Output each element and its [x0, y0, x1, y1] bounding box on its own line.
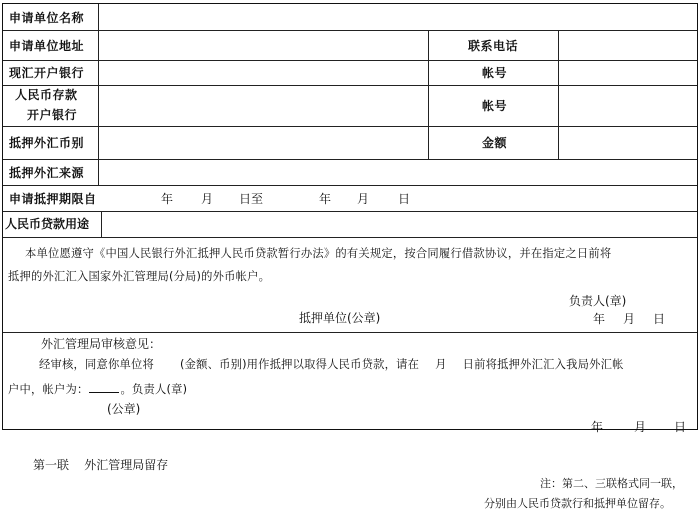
account-blank[interactable]	[89, 382, 119, 393]
rmb-bank-label-line1: 人民币存款	[15, 88, 78, 102]
period-month-to: 月	[357, 192, 370, 206]
responsible-person-seal: 负责人(章)	[569, 294, 627, 308]
review-line-1b: (金额、币别)用作抵押以取得人民币贷款，请在	[179, 358, 420, 371]
applicant-address-label: 申请单位地址	[9, 39, 85, 53]
review-seal: (公章)	[107, 402, 141, 416]
fx-bank-label: 现汇开户银行	[9, 66, 85, 80]
amount-label: 金额	[482, 136, 508, 150]
row-divider	[3, 185, 697, 186]
loan-purpose-label: 人民币贷款用途	[5, 217, 90, 231]
loan-purpose-field[interactable]	[102, 212, 697, 237]
period-day-to: 日至	[239, 192, 264, 206]
pledge-currency-field[interactable]	[99, 127, 427, 159]
account-no-label: 帐号	[482, 66, 508, 80]
declaration-year: 年	[593, 312, 606, 326]
application-form	[2, 3, 698, 434]
period-day-end: 日	[398, 192, 411, 206]
review-day: 日	[674, 420, 687, 434]
review-line-1d: 日前将抵押外汇汇入我局外汇帐	[462, 358, 624, 371]
period-label: 申请抵押期限自	[9, 192, 97, 206]
review-title: 外汇管理局审核意见：	[41, 337, 162, 351]
contact-phone-label: 联系电话	[468, 39, 519, 53]
rmb-account-field[interactable]	[559, 86, 697, 126]
account-no-label: 帐号	[482, 99, 508, 113]
contact-phone-field[interactable]	[559, 31, 697, 60]
applicant-address-field[interactable]	[99, 31, 427, 60]
review-line-1	[39, 359, 624, 370]
review-line-1c: 月	[435, 358, 447, 371]
fx-account-field[interactable]	[559, 61, 697, 85]
copy-retention-note: 第一联 外汇管理局留存	[33, 458, 169, 472]
declaration-line-1: 本单位愿遵守《中国人民银行外汇抵押人民币贷款暂行办法》的有关规定，按合同履行借款协议，并在指定之日前将	[25, 247, 612, 260]
declaration-line-2: 抵押的外汇汇入国家外汇管理局(分局)的外币帐户。	[8, 270, 271, 283]
declaration-day: 日	[653, 312, 666, 326]
pledge-unit-seal: 抵押单位(公章)	[299, 311, 381, 325]
pledge-source-label: 抵押外汇来源	[9, 166, 85, 180]
review-line-2a: 户中，帐户为：	[8, 383, 89, 396]
rmb-bank-field[interactable]	[99, 86, 427, 126]
review-line-1a: 经审核，同意你单位将	[39, 358, 154, 371]
fx-bank-field[interactable]	[99, 61, 427, 85]
period-month-from: 月	[201, 192, 214, 206]
pledge-source-field[interactable]	[99, 160, 697, 185]
period-year-from: 年	[161, 192, 174, 206]
declaration-month: 月	[623, 312, 636, 326]
review-line-2	[8, 382, 187, 395]
period-year-to: 年	[319, 192, 332, 206]
review-line-2b: 。负责人(章)	[120, 383, 188, 396]
applicant-name-field[interactable]	[99, 4, 697, 30]
applicant-name-label: 申请单位名称	[9, 11, 85, 25]
format-note-line-1: 注：第二、三联格式同一联，	[540, 477, 683, 490]
format-note-line-2: 分别由人民币贷款行和抵押单位留存。	[484, 497, 671, 510]
row-divider	[3, 332, 697, 333]
amount-field[interactable]	[559, 127, 697, 159]
rmb-bank-label-line2: 开户银行	[27, 108, 78, 122]
right-label-divider	[428, 30, 429, 159]
pledge-currency-label: 抵押外汇币别	[9, 136, 85, 150]
row-divider	[3, 237, 697, 238]
review-year: 年	[591, 420, 604, 434]
review-month: 月	[634, 420, 647, 434]
